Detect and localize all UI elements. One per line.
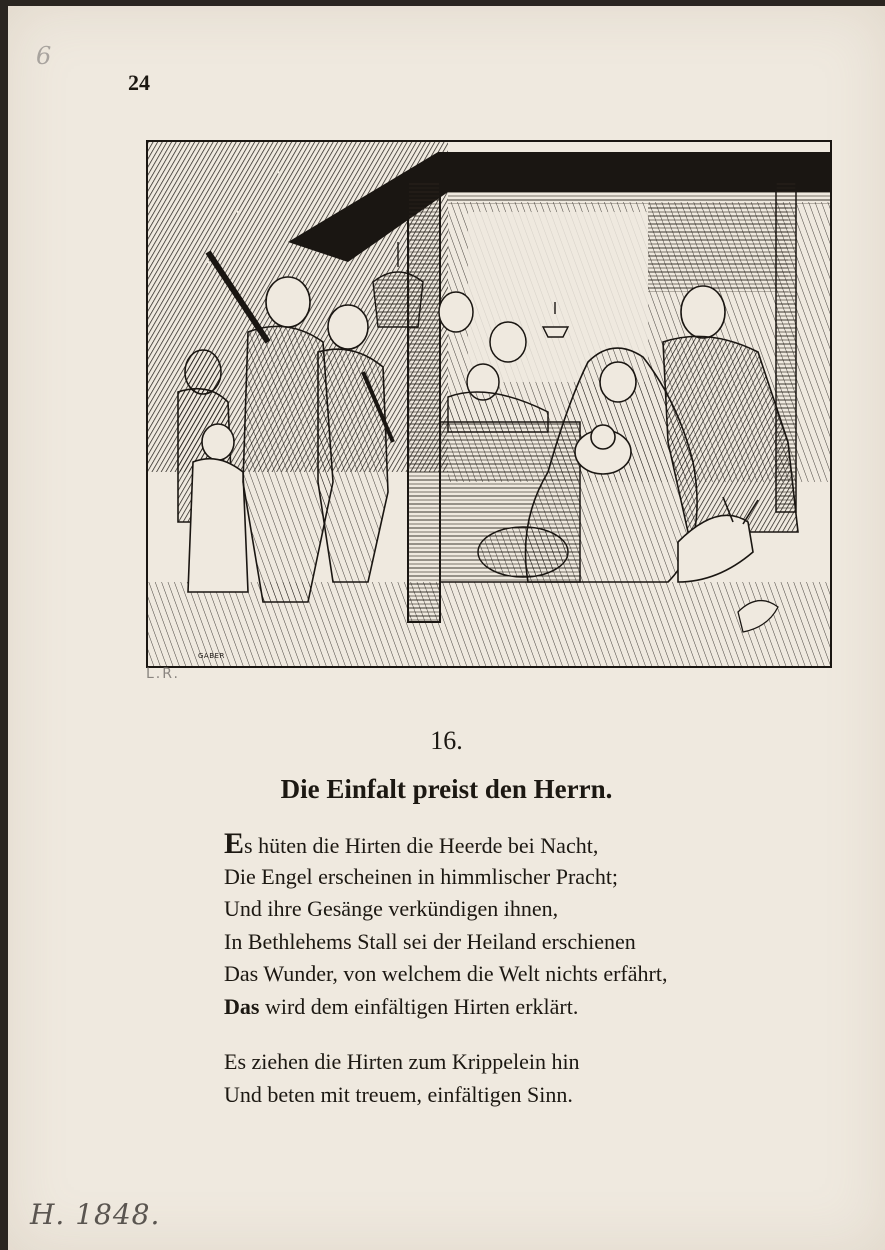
stanza-line-text: wird dem einfältigen Hirten erklärt. [259,993,579,1019]
hymn-title: Die Einfalt preist den Herrn. [280,774,613,804]
stanza-line: Die Engel erscheinen in himmlischer Pracht; [224,863,619,889]
engraver-signature: GABER [198,652,225,660]
stanza-line [224,991,667,1024]
page-number: 24 [128,70,150,95]
emphasis-word: Das [224,993,260,1019]
stanza-line: Und beten mit treuem, einfältigen Sinn. [224,1081,573,1107]
stanza-line: In Bethlehems Stall sei der Heiland erschienen [224,928,636,954]
artist-initials: L.R. [146,666,180,682]
stanza-line: Das Wunder, von welchem die Welt nichts erfährt, [224,961,668,986]
pencil-mark-top: 6 [36,42,53,70]
hymn-number: 16. [430,726,463,755]
stanza-line-text: s hüten die Hirten die Heerde bei Nacht, [244,833,599,858]
drop-cap: E [224,827,245,860]
stanza-1 [224,828,667,1023]
stanza-2 [224,1046,580,1111]
stanza-line [224,828,667,861]
stanza-line: Es ziehen die Hirten zum Krippelein hin [224,1049,580,1074]
book-page [8,6,885,1250]
pencil-mark-bottom: H. 1848. [30,1198,161,1231]
stanza-line: Und ihre Gesänge verkündigen ihnen, [224,896,559,921]
nativity-engraving-icon [148,142,830,666]
nativity-illustration [146,140,832,668]
